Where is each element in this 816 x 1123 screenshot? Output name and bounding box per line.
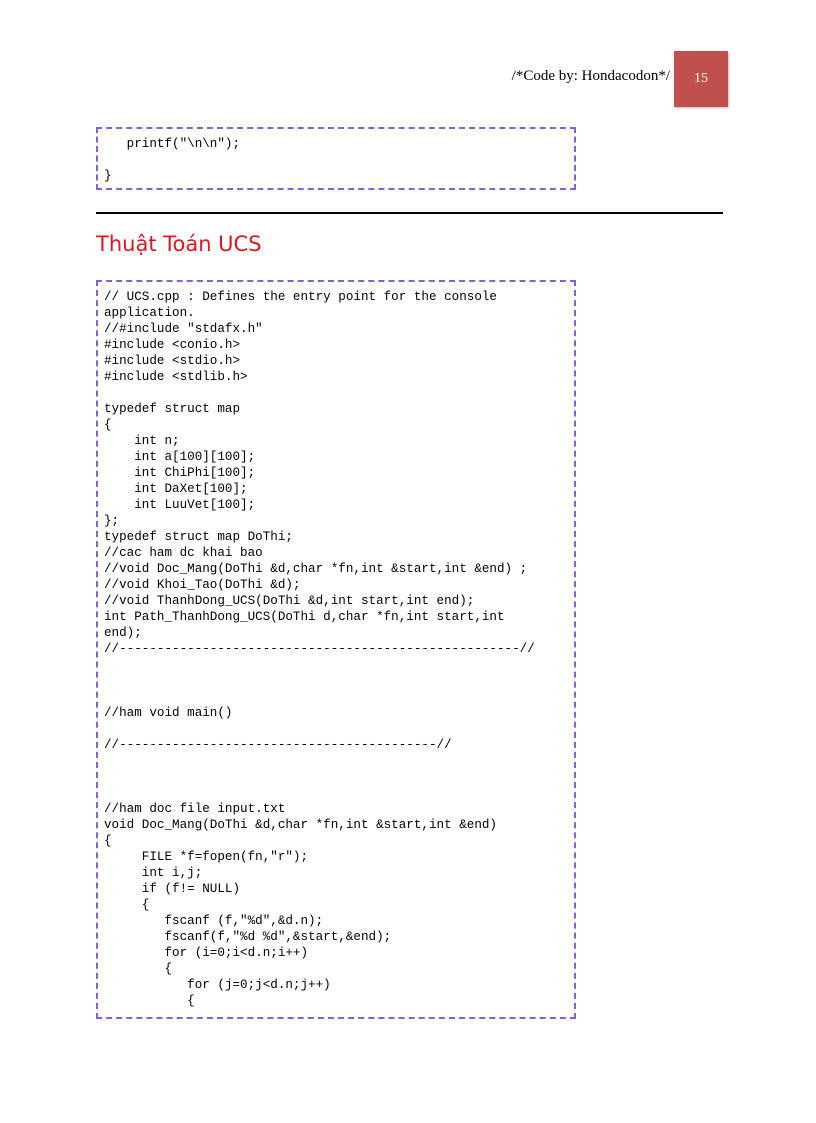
- section-divider: [96, 212, 723, 214]
- code-block-ucs: // UCS.cpp : Defines the entry point for the console application. //#include "stdafx.h" #include <conio.h> #include <stdio.h> #include <stdlib.h> typedef struct map { int n; int a[100][100]; int ChiPhi[100]; int DaXet[100]; int LuuVet[100]; }; typedef struct map DoThi; //cac ham dc khai bao //void Doc_Mang(DoThi &d,char *fn,int &start,int &end) ; //void Khoi_Tao(DoThi &d); //void ThanhDong_UCS(DoThi &d,int start,int end); int Path_ThanhDong_UCS(DoThi d,char *fn,int start,int end); //-----------------------------------------------------// //ham void main() //------------------------------------------// //ham doc file input.txt void Doc_Mang(DoThi &d,char *fn,int &start,int &end) { FILE *f=fopen(fn,"r"); int i,j; if (f!= NULL) { fscanf (f,"%d",&d.n); fscanf(f,"%d %d",&start,&end); for (i=0;i<d.n;i++) { for (j=0;j<d.n;j++) {: [96, 280, 576, 1019]
- running-header: /*Code by: Hondacodon*/: [511, 68, 670, 84]
- section-title: Thuật Toán UCS: [96, 232, 262, 256]
- page-number-badge: 15: [674, 51, 728, 107]
- code-block-continuation: printf("\n\n"); }: [96, 127, 576, 190]
